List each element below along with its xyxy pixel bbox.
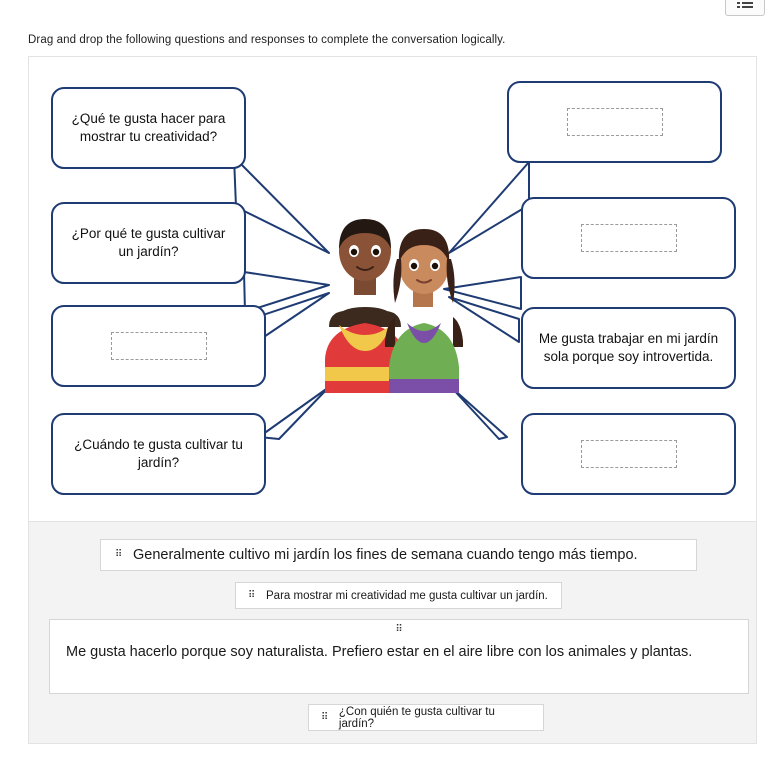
avatar-right: [385, 229, 463, 393]
bubble-left-1-text: ¿Qué te gusta hacer para mostrar tu creatividad?: [71, 110, 226, 144]
drop-target-right-4[interactable]: [581, 440, 677, 468]
bubble-left-4-text: ¿Cuándo te gusta cultivar tu jardín?: [74, 436, 243, 470]
conversation-activity: [28, 56, 757, 522]
draggable-answer-3-text: Me gusta hacerlo porque soy naturalista. Prefiero estar en el aire libre con los animales y plantas.: [66, 644, 693, 660]
drag-handle-icon[interactable]: ⠿: [395, 624, 403, 635]
draggable-answer-2-text: Para mostrar mi creatividad me gusta cultivar un jardín.: [266, 589, 548, 602]
draggable-answer-4-text: ¿Con quién te gusta cultivar tu jardín?: [338, 705, 495, 730]
draggable-answer-2[interactable]: [235, 582, 562, 609]
list-view-button[interactable]: [725, 0, 765, 16]
instruction-text: Drag and drop the following questions and responses to complete the conversation logically.: [28, 34, 506, 46]
bubble-left-2: [51, 202, 246, 284]
draggable-answer-1-text: Generalmente cultivo mi jardín los fines de semana cuando tengo más tiempo.: [133, 547, 638, 563]
draggable-answer-3[interactable]: [49, 619, 749, 694]
avatar-illustration: [309, 207, 489, 407]
bubble-right-4-dropzone[interactable]: [521, 413, 736, 495]
bubble-right-3: [521, 307, 736, 389]
bubble-left-3-dropzone[interactable]: [51, 305, 266, 387]
drop-target-right-1[interactable]: [567, 108, 663, 136]
bubble-left-4: [51, 413, 266, 495]
bubble-right-2-dropzone[interactable]: [521, 197, 736, 279]
bubble-right-3-text: Me gusta trabajar en mi jardín sola porque soy introvertida.: [538, 330, 719, 364]
drag-handle-icon[interactable]: ⠿: [115, 549, 123, 560]
bubble-left-2-text: ¿Por qué te gusta cultivar un jardín?: [71, 225, 226, 259]
drag-handle-icon[interactable]: ⠿: [248, 589, 256, 601]
drop-target-left-3[interactable]: [111, 332, 207, 360]
draggable-answer-4[interactable]: [308, 704, 544, 731]
draggable-answer-1[interactable]: [100, 539, 697, 571]
list-icon: [737, 0, 753, 9]
two-people-icon: [309, 207, 489, 407]
drag-handle-icon[interactable]: ⠿: [321, 711, 329, 723]
bubble-right-1-dropzone[interactable]: [507, 81, 722, 163]
top-toolbar: [0, 0, 773, 14]
answer-bank: [28, 522, 757, 744]
bubble-left-1: [51, 87, 246, 169]
drop-target-right-2[interactable]: [581, 224, 677, 252]
